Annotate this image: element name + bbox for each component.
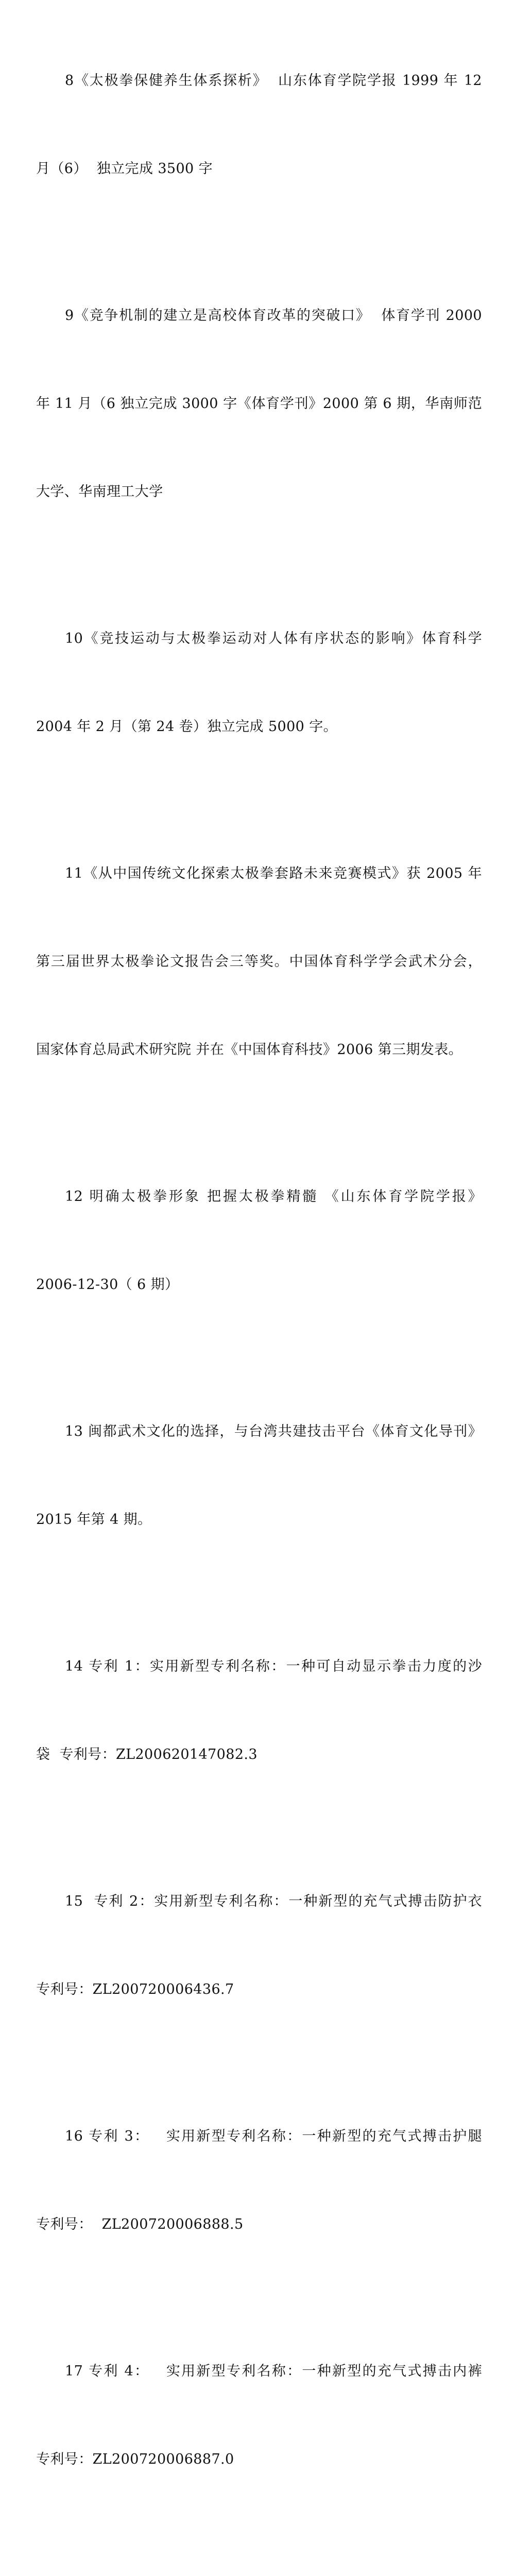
entry-line: 专利号： ZL200720006888.5 [36,2216,244,2232]
entry-line: 14 专利 1：实用新型专利名称：一种可自动显示拳击力度的沙 [65,1658,482,1674]
document-page [36,7,482,2576]
entry-line: 2006-12-30（ 6 期） [36,1277,179,1293]
entry-line: 16 专利 3： 实用新型专利名称：一种新型的充气式搏击护腿 [65,2128,482,2144]
entry-line: 月（6） 独立完成 3500 字 [36,161,213,177]
entry-line: 袋 专利号：ZL200620147082.3 [36,1747,258,1762]
entry-line: 9《竞争机制的建立是高校体育改革的突破口》 体育学刊 2000 [65,308,482,324]
entry-line: 2015 年第 4 期。 [36,1512,152,1528]
entry-17 [36,2298,482,2533]
entry-line: 大学、华南理工大学 [36,484,163,500]
entry-9 [36,242,482,565]
entry-line: 专利号：ZL200720006887.0 [36,2451,234,2467]
entry-16 [36,2063,482,2298]
entry-18 [36,2533,482,2576]
entry-line: 8《太极拳保健养生体系探析》 山东体育学院学报 1999 年 12 [65,73,482,89]
entry-line: 专利号：ZL200720006436.7 [36,1981,234,1997]
entry-line: 年 11 月（6 独立完成 3000 字《体育学刊》2000 第 6 期，华南师范 [36,396,482,412]
entry-line: 10《竞技运动与太极拳运动对人体有序状态的影响》体育科学 [65,631,482,647]
entry-15 [36,1828,482,2063]
entry-10 [36,565,482,800]
entry-14 [36,1593,482,1828]
entry-line: 12 明确太极拳形象 把握太极拳精髓 《山东体育学院学报》 [65,1189,482,1205]
entry-line: 第三届世界太极拳论文报告会三等奖。中国体育科学学会武术分会， [36,954,482,970]
entry-line: 2004 年 2 月（第 24 卷）独立完成 5000 字。 [36,719,338,735]
entry-11 [36,800,482,1123]
entry-line: 11《从中国传统文化探索太极拳套路未来竞赛模式》获 2005 年 [65,866,482,882]
entry-13 [36,1358,482,1593]
entry-line: 17 专利 4： 实用新型专利名称：一种新型的充气式搏击内裤 [65,2363,482,2379]
entry-line: 国家体育总局武术研究院 并在《中国体育科技》2006 第三期发表。 [36,1042,463,1058]
entry-line: 15 专利 2：实用新型专利名称：一种新型的充气式搏击防护衣 [65,1893,482,1909]
entry-12 [36,1123,482,1358]
entry-8 [36,7,482,242]
entry-line: 13 闽都武术文化的选择，与台湾共建技击平台《体育文化导刊》 [65,1423,482,1439]
